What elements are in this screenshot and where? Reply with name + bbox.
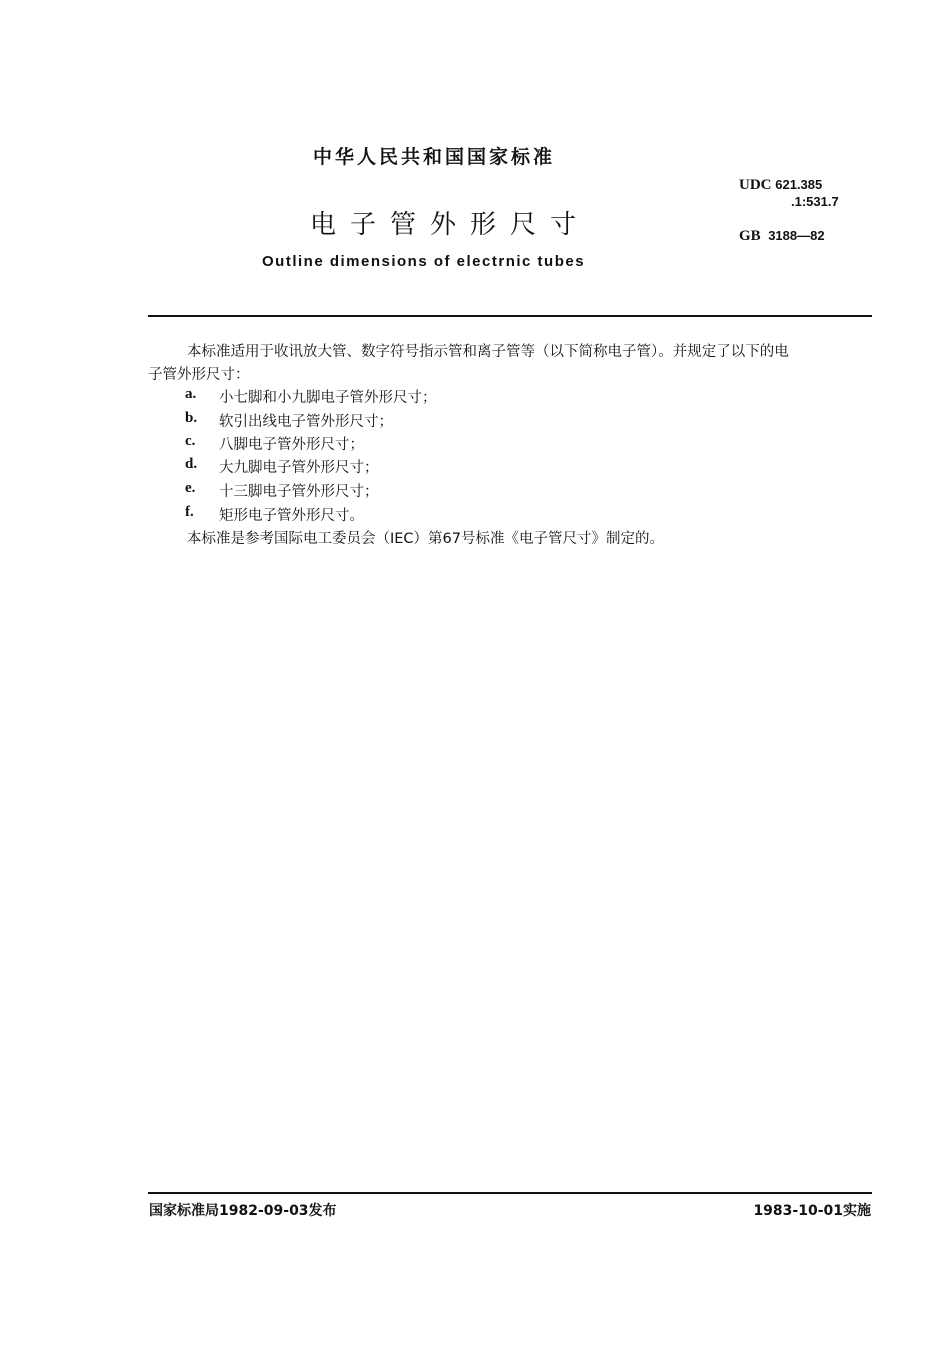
item-text: 八脚电子管外形尺寸；	[219, 437, 364, 453]
item-label: a.	[185, 386, 197, 402]
udc-line2: .1:531.7	[791, 194, 839, 209]
udc-line1: 621.385	[775, 177, 823, 192]
list-item	[185, 456, 197, 473]
list-item	[185, 410, 197, 427]
effective-date: 1983-10-01实施	[753, 1203, 871, 1219]
item-label: e.	[185, 480, 196, 496]
item-label: f.	[185, 504, 194, 520]
gb-code	[739, 228, 825, 245]
item-text: 软引出线电子管外形尺寸；	[219, 414, 393, 430]
intro-line-1: 本标准适用于收讯放大管、数字符号指示管和离子管等（以下简称电子管）。并规定了以下的电	[187, 344, 789, 360]
list-item	[185, 433, 195, 450]
title-en: Outline dimensions of electrnic tubes	[262, 253, 586, 270]
item-text: 大九脚电子管外形尺寸；	[219, 460, 379, 476]
udc-code	[739, 176, 822, 194]
item-label: c.	[185, 433, 196, 449]
item-label: d.	[185, 456, 198, 472]
udc-label: UDC	[739, 177, 772, 193]
item-text: 小七脚和小九脚电子管外形尺寸；	[219, 390, 437, 406]
header-divider	[148, 315, 872, 317]
gb-label: GB	[739, 228, 761, 244]
reference-note: 本标准是参考国际电工委员会（IEC）第67号标准《电子管尺寸》制定的。	[187, 531, 665, 547]
list-item	[185, 504, 194, 521]
list-item	[185, 480, 195, 497]
issue-date: 国家标准局1982-09-03发布	[149, 1203, 337, 1219]
item-text: 矩形电子管外形尺寸。	[219, 508, 364, 524]
item-label: b.	[185, 410, 198, 426]
national-standard-heading: 中华人民共和国国家标准	[313, 146, 556, 168]
item-text: 十三脚电子管外形尺寸；	[219, 484, 379, 500]
footer-divider	[148, 1192, 872, 1194]
gb-number: 3188—82	[768, 228, 825, 243]
title-cn: 电子管外形尺寸	[310, 210, 591, 240]
intro-line-2: 子管外形尺寸：	[148, 367, 250, 383]
list-item	[185, 386, 196, 403]
